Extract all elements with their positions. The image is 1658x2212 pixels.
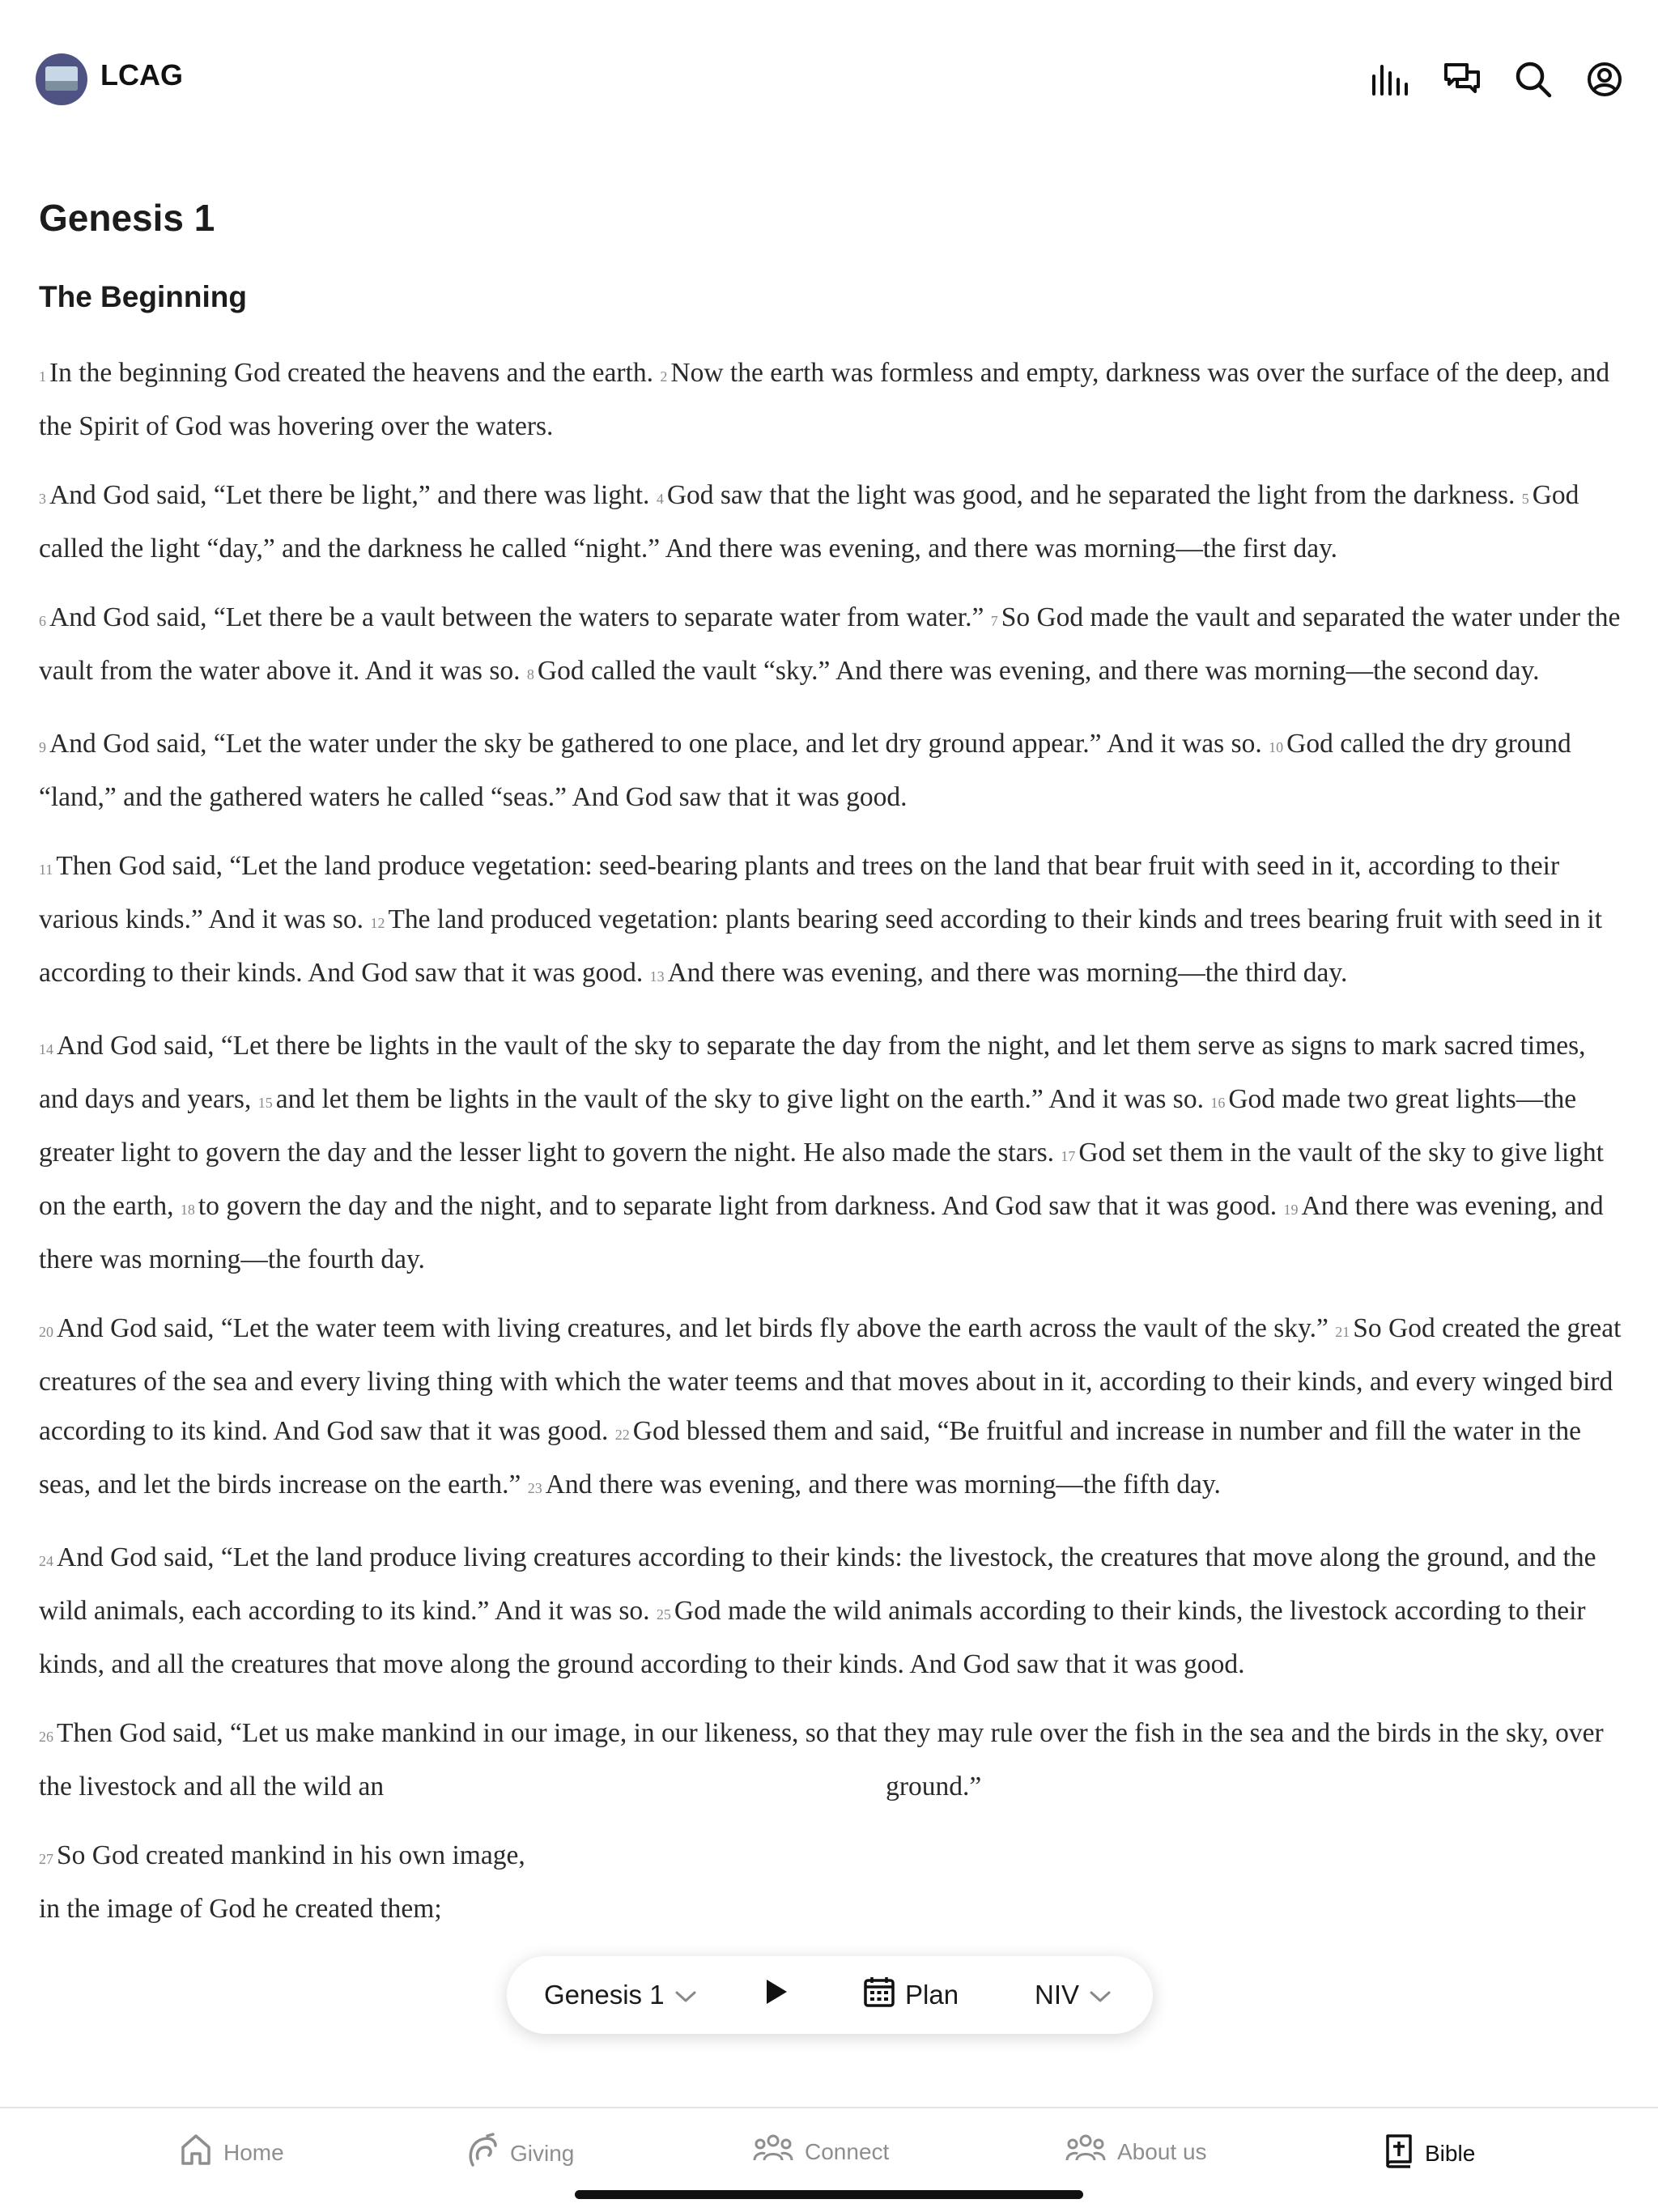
church-logo[interactable] <box>36 53 87 105</box>
verse-number[interactable]: 2 <box>660 368 668 385</box>
version-label: NIV <box>1035 1980 1080 2010</box>
giving-icon <box>466 2133 499 2174</box>
verse-number[interactable]: 18 <box>180 1202 195 1218</box>
chevron-down-icon <box>1089 1980 1112 2010</box>
verse-text[interactable]: And God said, “Let the land produce living creatures according to their kinds: the livestock, the creatures that move along the ground, and the wild animals, each according to its kind.” And it was so. <box>39 1542 1596 1626</box>
verse-text[interactable]: to govern the day and the night, and to separate light from darkness. And God saw that it was good. <box>198 1191 1278 1221</box>
passage-paragraph <box>39 841 1626 1002</box>
chapter-title: Genesis 1 <box>39 197 215 239</box>
passage-paragraph <box>39 470 1626 573</box>
tab-label: About us <box>1117 2138 1207 2164</box>
version-selector[interactable] <box>1035 1980 1112 2010</box>
verse-text[interactable]: So God made the vault and separated the water under the vault from the water above it. And it was so. <box>39 602 1621 686</box>
about-icon <box>1065 2133 1106 2171</box>
tab-label: Giving <box>510 2140 575 2166</box>
verse-text[interactable]: And there was evening, and there was morning—the fourth day. <box>39 1191 1604 1274</box>
chat-icon[interactable] <box>1438 52 1486 107</box>
plan-label: Plan <box>905 1980 959 2010</box>
passage-paragraphs <box>39 348 1626 1811</box>
tab-label: Connect <box>805 2138 890 2164</box>
connect-icon <box>753 2133 793 2171</box>
verse-text[interactable]: And there was evening, and there was morning—the fifth day. <box>545 1470 1221 1499</box>
verse-text[interactable]: And God said, “Let there be light,” and there was light. <box>49 480 650 510</box>
search-icon[interactable] <box>1509 52 1558 107</box>
verse-number[interactable]: 20 <box>39 1324 53 1340</box>
verse-number[interactable]: 15 <box>257 1095 273 1111</box>
verse-text[interactable]: God called the vault “sky.” And there was evening, and there was morning—the second day. <box>537 656 1540 686</box>
poetry-line-2[interactable]: in the image of God he created them; <box>39 1894 442 1924</box>
verse-number[interactable]: 23 <box>527 1480 542 1496</box>
tab-label: Home <box>223 2139 284 2165</box>
verse-text[interactable]: God made two great lights—the greater light to govern the day and the lesser light to govern the night. He also made the stars. <box>39 1084 1577 1168</box>
tab-connect[interactable] <box>753 2133 889 2171</box>
verse-number[interactable]: 5 <box>1521 491 1529 507</box>
verse-number[interactable]: 24 <box>39 1553 53 1569</box>
tab-label: Bible <box>1425 2140 1476 2166</box>
passage-paragraph <box>39 1021 1626 1284</box>
book-chapter-selector[interactable] <box>544 1980 697 2010</box>
verse-number[interactable]: 8 <box>526 666 534 683</box>
verse-text[interactable]: Then God said, “Let us make mankind in our image, in our likeness, so that they may rule over the fish in the sea and the birds in the sky, over the livestock and all the wild an <box>39 1718 1604 1802</box>
verse-number[interactable]: 4 <box>656 491 664 507</box>
verse-text[interactable]: God made the wild animals according to their kinds, the livestock according to their kinds, and all the creatures that move along the ground according to their kinds. And God saw that it was good. <box>39 1596 1586 1679</box>
verse-text[interactable]: And God said, “Let there be lights in the vault of the sky to separate the day from the night, and let them serve as signs to mark sacred times, and days and years, <box>39 1031 1586 1114</box>
verse-number[interactable]: 14 <box>39 1041 53 1057</box>
calendar-icon <box>863 1976 895 2014</box>
tab-bible[interactable] <box>1384 2133 1475 2174</box>
verse-number[interactable]: 1 <box>39 368 46 385</box>
verse-number[interactable]: 13 <box>649 968 665 985</box>
passage-paragraph <box>39 593 1626 700</box>
reading-plan-button[interactable] <box>863 1976 959 2014</box>
verse-text[interactable]: God blessed them and said, “Be fruitful and increase in number and fill the water in the seas, and let the birds increase on the earth.” <box>39 1416 1582 1499</box>
logo-ground <box>45 81 78 91</box>
section-heading: The Beginning <box>39 280 247 313</box>
verse-text[interactable]: In the beginning God created the heavens and the earth. <box>49 358 654 388</box>
verse-text[interactable]: So God created the great creatures of the sea and every living thing with which the water teems and that moves about in it, according to their kinds, and every winged bird according to its kind. And God saw that it was good. <box>39 1313 1622 1446</box>
verse-number[interactable]: 25 <box>656 1606 671 1623</box>
verse-number[interactable]: 10 <box>1269 739 1284 755</box>
verse-number[interactable]: 26 <box>39 1729 53 1745</box>
poetry-block <box>39 1831 1626 1933</box>
verse-text[interactable]: and let them be lights in the vault of the sky to give light on the earth.” And it was so. <box>275 1084 1204 1114</box>
verse-text[interactable]: God called the dry ground “land,” and the gathered waters he called “seas.” And God saw that it was good. <box>39 729 1571 812</box>
book-chapter-label: Genesis 1 <box>544 1980 665 2010</box>
verse-number[interactable]: 11 <box>39 861 53 878</box>
tab-about-us[interactable] <box>1065 2133 1207 2171</box>
verse-number[interactable]: 3 <box>39 491 46 507</box>
poetry-line-1[interactable]: So God created mankind in his own image, <box>57 1840 525 1870</box>
verse-text[interactable]: And God said, “Let the water teem with living creatures, and let birds fly above the earth across the vault of the sky.” <box>57 1313 1329 1343</box>
verse-number[interactable]: 9 <box>39 739 46 755</box>
verse-text[interactable]: God saw that the light was good, and he separated the light from the darkness. <box>666 480 1516 510</box>
verse-text[interactable]: The land produced vegetation: plants bearing seed according to their kinds and trees bearing fruit with seed in it according to their kinds. And God saw that it was good. <box>39 904 1603 988</box>
verse-number[interactable]: 12 <box>370 915 385 931</box>
app-header <box>0 0 1658 162</box>
audio-bars-icon[interactable] <box>1367 52 1415 107</box>
verse-number[interactable]: 6 <box>39 613 46 629</box>
verse-number[interactable]: 16 <box>1210 1095 1226 1111</box>
verse-text[interactable]: Now the earth was formless and empty, darkness was over the surface of the deep, and the Spirit of God was hovering over the waters. <box>39 358 1610 441</box>
passage-paragraph <box>39 1533 1626 1689</box>
verse-text[interactable]: God called the light “day,” and the darkness he called “night.” And there was evening, and there was morning—the first day. <box>39 480 1579 564</box>
bible-reader <box>39 186 1626 1933</box>
header-actions <box>1367 52 1629 107</box>
verse-text[interactable]: And God said, “Let there be a vault between the waters to separate water from water.” <box>49 602 984 632</box>
passage-paragraph <box>39 1708 1626 1811</box>
passage-paragraph <box>39 1304 1626 1513</box>
tab-giving[interactable] <box>466 2133 574 2174</box>
verse-text-tail[interactable]: ground.” <box>886 1772 982 1802</box>
play-icon <box>764 1978 789 2012</box>
passage-paragraph <box>39 348 1626 451</box>
reader-controls <box>507 1956 1153 2034</box>
verse-number[interactable]: 27 <box>39 1851 53 1867</box>
verse-text[interactable]: And God said, “Let the water under the sky be gathered to one place, and let dry ground appear.” And it was so. <box>49 729 1262 759</box>
passage-text <box>39 348 1626 1933</box>
passage-paragraph <box>39 719 1626 822</box>
verse-text[interactable]: God set them in the vault of the sky to give light on the earth, <box>39 1138 1604 1221</box>
home-indicator <box>575 2190 1083 2199</box>
tab-home[interactable] <box>180 2133 284 2172</box>
verse-number[interactable]: 22 <box>614 1427 630 1443</box>
verse-text[interactable]: And there was evening, and there was morning—the third day. <box>667 958 1348 988</box>
verse-number[interactable]: 19 <box>1283 1202 1299 1218</box>
verse-number[interactable]: 17 <box>1061 1148 1076 1164</box>
chevron-down-icon <box>674 1980 697 2010</box>
brand-name[interactable]: LCAG <box>100 58 183 91</box>
verse-number[interactable]: 21 <box>1335 1324 1350 1340</box>
play-audio-button[interactable] <box>764 1978 789 2012</box>
verse-text[interactable]: Then God said, “Let the land produce vegetation: seed-bearing plants and trees on the land that bear fruit with seed in it, according to their various kinds.” And it was so. <box>39 851 1560 934</box>
account-icon[interactable] <box>1580 52 1629 107</box>
verse-number[interactable]: 7 <box>990 613 998 629</box>
bible-icon <box>1384 2133 1414 2174</box>
home-icon <box>180 2133 212 2172</box>
